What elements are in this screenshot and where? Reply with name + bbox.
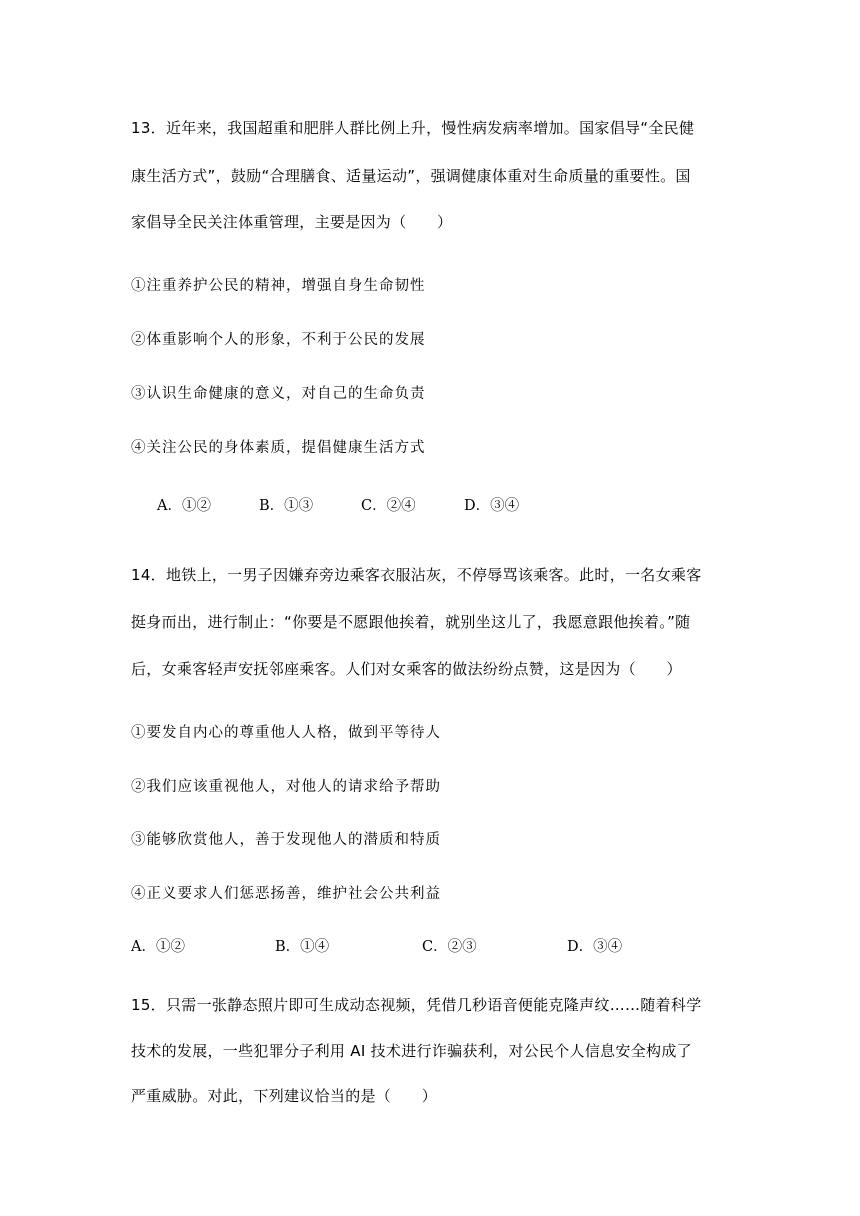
- q14-choice-c: C．②③: [422, 939, 477, 955]
- q15-stem-line-3: 严重威胁。对此，下列建议恰当的是（ ）: [131, 1087, 438, 1105]
- q14-option-2: ②我们应该重视他人，对他人的请求给予帮助: [131, 779, 441, 795]
- q14-option-3: ③能够欣赏他人，善于发现他人的潜质和特质: [131, 832, 441, 848]
- q14-stem-line-2: 挺身而出，进行制止：“你要是不愿跟他挨着，就别坐这儿了，我愿意跟他挨着。”随: [131, 613, 691, 631]
- q13-option-1: ①注重养护公民的精神，增强自身生命韧性: [131, 278, 426, 294]
- q14-choice-a: A．①②: [131, 939, 185, 955]
- q13-option-3: ③认识生命健康的意义，对自己的生命负责: [131, 386, 426, 402]
- q13-choice-b: B．①③: [259, 498, 314, 514]
- q13-option-4: ④关注公民的身体素质，提倡健康生活方式: [131, 440, 426, 456]
- q13-stem-line-2: 康生活方式”，鼓励“合理膳食、适量运动”，强调健康体重对生命质量的重要性。国: [131, 167, 691, 185]
- q13-stem-line-1: 13．近年来，我国超重和肥胖人群比例上升，慢性病发病率增加。国家倡导“全民健: [131, 119, 695, 137]
- q14-choice-b: B．①④: [275, 939, 330, 955]
- q13-option-2: ②体重影响个人的形象，不利于公民的发展: [131, 332, 426, 348]
- q15-stem-line-1: 15．只需一张静态照片即可生成动态视频，凭借几秒语音便能克隆声纹……随着科学: [131, 996, 702, 1014]
- q14-option-1: ①要发自内心的尊重他人人格，做到平等待人: [131, 725, 441, 741]
- q13-choice-a: A．①②: [157, 498, 211, 514]
- q15-stem-line-2: 技术的发展，一些犯罪分子利用 AI 技术进行诈骗获利，对公民个人信息安全构成了: [131, 1042, 692, 1060]
- q14-choice-d: D．③④: [567, 939, 623, 955]
- q14-option-4: ④正义要求人们惩恶扬善，维护社会公共利益: [131, 886, 441, 902]
- q13-stem-line-3: 家倡导全民关注体重管理，主要是因为（ ）: [131, 213, 453, 231]
- q13-choice-c: C．②④: [361, 498, 416, 514]
- q14-stem-line-3: 后，女乘客轻声安抚邻座乘客。人们对女乘客的做法纷纷点赞，这是因为（ ）: [131, 660, 682, 678]
- q14-stem-line-1: 14．地铁上，一男子因嫌弃旁边乘客衣服沾灰，不停辱骂该乘客。此时，一名女乘客: [131, 566, 702, 584]
- q13-choice-d: D．③④: [464, 498, 520, 514]
